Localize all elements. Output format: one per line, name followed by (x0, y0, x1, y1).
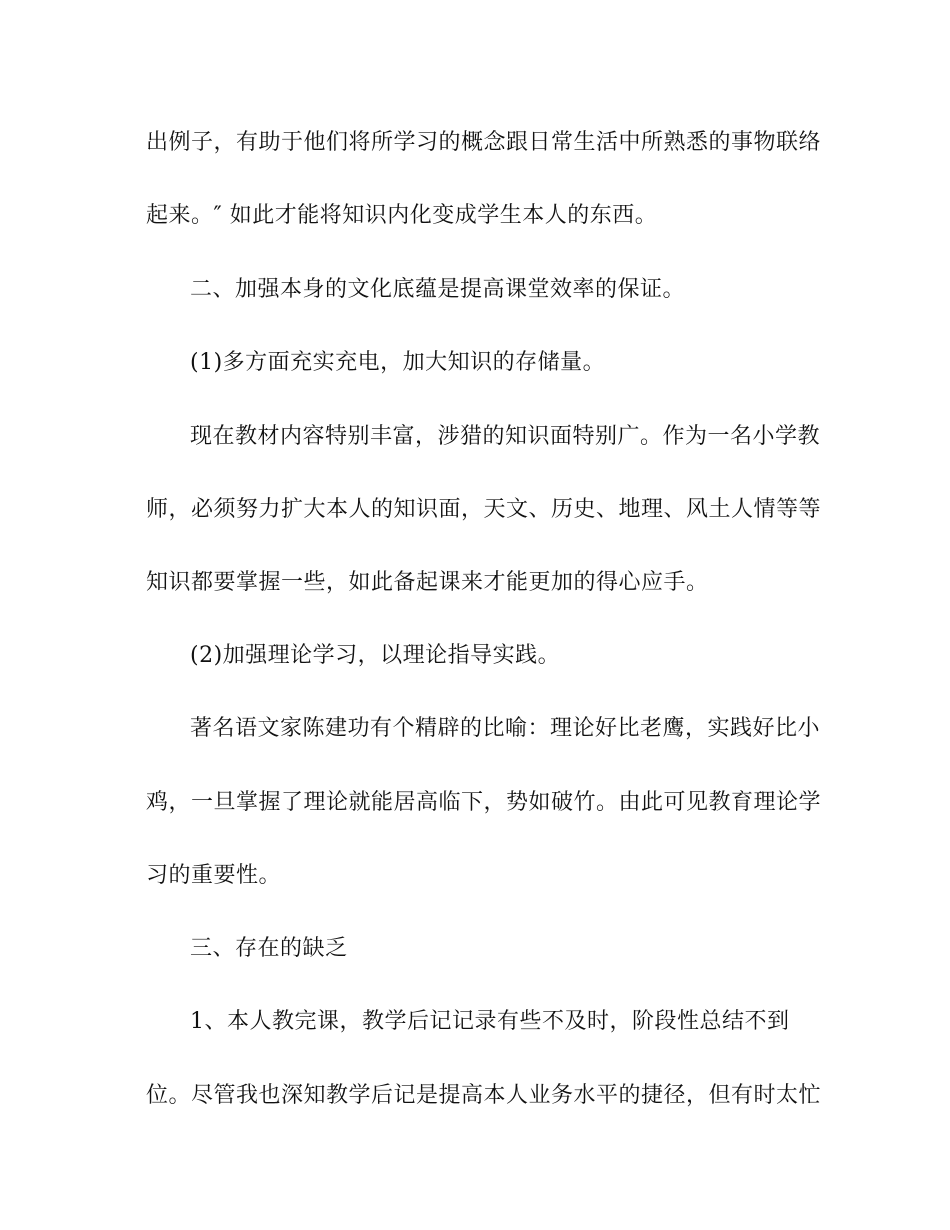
section-heading: 二、加强本身的文化底蕴是提高课堂效率的保证。 (190, 277, 686, 302)
text-line: 出例子，有助于他们将所学习的概念跟日常生活中所熟悉的事物联络 (146, 130, 822, 155)
text-line: 位。尽管我也深知教学后记是提高本人业务水平的捷径，但有时太忙 (146, 1083, 822, 1108)
text-line: 1、本人教完课，教学后记记录有些不及时，阶段性总结不到 (190, 1009, 790, 1034)
text-line: 知识都要掌握一些，如此备起课来才能更加的得心应手。 (146, 570, 709, 595)
text-line: 起来。″ 如此才能将知识内化变成学生本人的东西。 (146, 203, 658, 228)
text-line: 师，必须努力扩大本人的知识面，天文、历史、地理、风土人情等等 (146, 497, 822, 522)
text-line: 现在教材内容特别丰富，涉猎的知识面特别广。作为一名小学教 (190, 424, 821, 449)
text-line: 鸡，一旦掌握了理论就能居高临下，势如破竹。由此可见教育理论学 (146, 790, 822, 815)
section-heading: 三、存在的缺乏 (190, 936, 348, 961)
text-line: 习的重要性。 (146, 863, 282, 888)
subsection-heading: (2)加强理论学习，以理论指导实践。 (190, 643, 561, 668)
text-line: 著名语文家陈建功有个精辟的比喻：理论好比老鹰，实践好比小 (190, 716, 821, 741)
subsection-heading: (1)多方面充实充电，加大知识的存储量。 (190, 350, 606, 375)
